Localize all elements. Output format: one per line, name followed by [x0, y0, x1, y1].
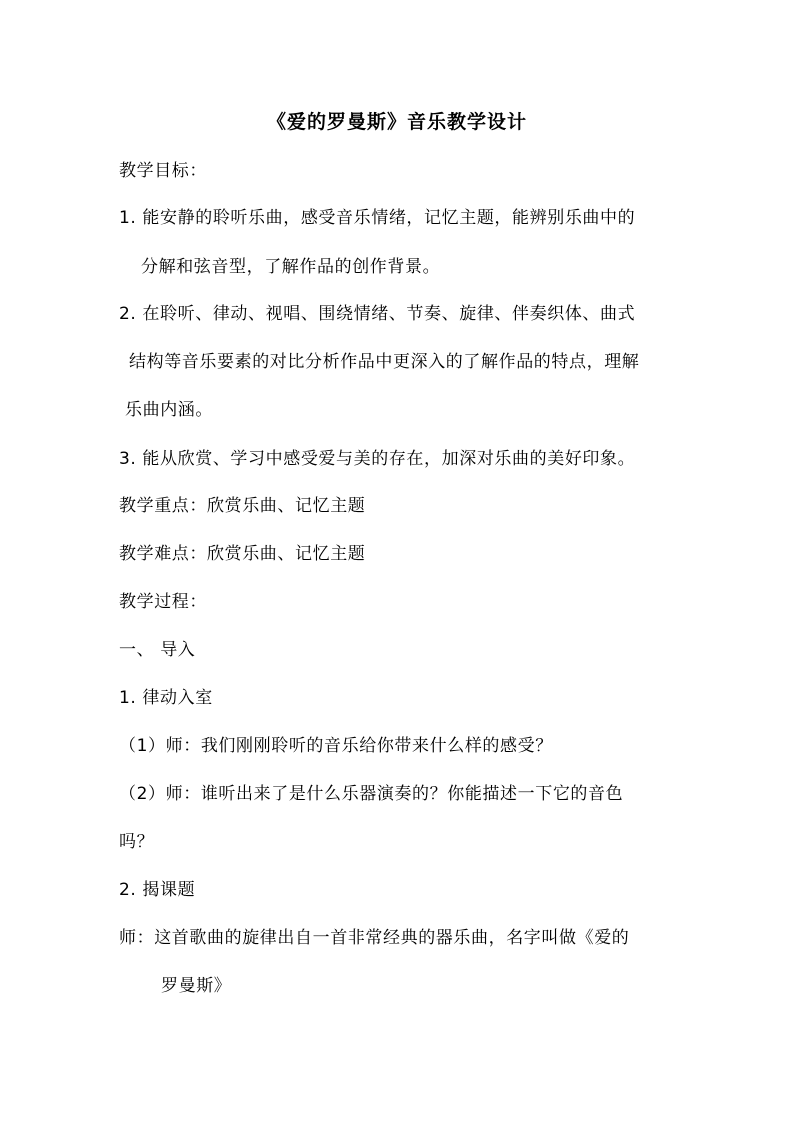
objective-1-line-2: 分解和弦音型，了解作品的创作背景。 — [141, 257, 441, 277]
process-question-2-line-1: （2）师：谁听出来了是什么乐器演奏的？你能描述一下它的音色 — [119, 784, 624, 804]
process-step-1-heading: 一、 导入 — [119, 640, 196, 660]
teaching-difficulty: 教学难点：欣赏乐曲、记忆主题 — [119, 544, 366, 564]
teacher-statement-line-2: 罗曼斯》 — [161, 976, 232, 996]
process-question-2-line-2: 吗？ — [119, 832, 155, 852]
objective-2-line-2: 结构等音乐要素的对比分析作品中更深入的了解作品的特点，理解 — [129, 352, 640, 372]
process-step-1-item-2: 2. 揭课题 — [119, 880, 196, 900]
objective-3: 3. 能从欣赏、学习中感受爱与美的存在，加深对乐曲的美好印象。 — [119, 449, 636, 469]
document-title: 《爱的罗曼斯》音乐教学设计 — [266, 111, 527, 133]
process-step-1-item-1: 1. 律动入室 — [119, 688, 213, 708]
objective-2-line-3: 乐曲内涵。 — [125, 400, 213, 420]
process-question-1: （1）师：我们刚刚聆听的音乐给你带来什么样的感受？ — [119, 736, 553, 756]
teacher-statement-line-1: 师：这首歌曲的旋律出自一首非常经典的器乐曲，名字叫做《爱的 — [119, 928, 630, 948]
section-heading-objectives: 教学目标： — [119, 161, 207, 181]
section-heading-process: 教学过程： — [119, 592, 207, 612]
objective-2-line-1: 2. 在聆听、律动、视唱、围绕情绪、节奏、旋律、伴奏织体、曲式 — [119, 304, 636, 324]
teaching-key-point: 教学重点：欣赏乐曲、记忆主题 — [119, 496, 366, 516]
objective-1-line-1: 1. 能安静的聆听乐曲，感受音乐情绪，记忆主题，能辨别乐曲中的 — [119, 208, 636, 228]
